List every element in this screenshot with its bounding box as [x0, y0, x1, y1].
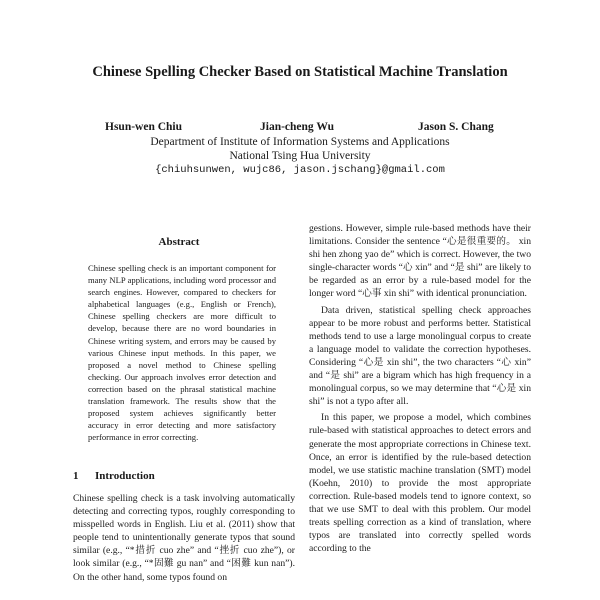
author-2: Jian-cheng Wu — [260, 121, 335, 133]
abstract-text: Chinese spelling check is an important component for many NLP applications, including word processor and search engines. However, compared to checkers for alphabetical languages (e.g., English or French), Chinese spelling checkers are more difficult to develop, because there are no word boundaries in Chinese writing system, and errors may be caused by various Chinese input methods. In this paper, we proposed a novel method to Chinese spelling checking. Our approach involves error detection and correction based on the phrasal statistical machine translation framework. The results show that the proposed system achieves significantly better accuracy in error detecting and more satisfactory performance in error correcting. — [88, 263, 276, 443]
paper-title: Chinese Spelling Checker Based on Statistical Machine Translation — [92, 64, 508, 80]
right-paragraph-3: In this paper, we propose a model, which combines rule-based with statistical approaches to detect errors and generate the most appropriate corrections in Chinese text. Once, an error is identified by the rule-based detection model, we use statistic machine translation (SMT) model (Koehn, 2010) to provide the most appropriate correction. Rule-based models tend to ignore context, so that we use SMT to deal with this problem. Our model treats spelling correction as a kind of translation, where typos are translated into correctly spelled words according to the — [309, 412, 531, 555]
section-1-text: Chinese spelling check is a task involving automatically detecting and correcting typos, roughly corresponding to misspelled words in English. Liu et al. (2011) show that people tend to unintentionally generate typos that sound similar (e.g., “*措折 cuo zhe” and “挫折 cuo zhe”), or look similar (e.g., “*固難 gu nan” and “困難 kun nan”). On the other hand, some typos found on — [73, 493, 295, 583]
affiliation-department: Department of Institute of Information Systems and Applications — [150, 136, 450, 148]
author-1: Hsun-wen Chiu — [105, 121, 183, 133]
section-number: 1 — [73, 470, 79, 482]
affiliation-university: National Tsing Hua University — [229, 150, 371, 162]
author-emails: {chiuhsunwen, wujc86, jason.jschang}@gmail.com — [155, 164, 445, 176]
right-paragraph-1: gestions. However, simple rule-based methods have their limitations. Consider the sentence “心是很重要的。 xin shi hen zhong yao de” which is correct. However, the two single-character words “心 xin” and “是 shi” are likely to be regarded as an error by a rule-based model for the longer word “心事 xin shi” with identical pronunciation. — [309, 223, 531, 300]
right-column — [309, 222, 531, 555]
section-1-heading — [73, 470, 155, 482]
author-3: Jason S. Chang — [418, 121, 494, 133]
section-title: Introduction — [95, 470, 155, 482]
abstract-heading: Abstract — [158, 236, 200, 248]
right-paragraph-2: Data driven, statistical spelling check approaches appear to be more robust and performs better. Statistical methods tend to use a large monolingual corpus to create a language model to validate the correction hypotheses. Considering “心是 xin shi”, the two characters “心 xin” and “是 shi” are a bigram which has high frequency in a monolingual corpus, so we may determine that “心是 xin shi” is not a typo after all. — [309, 304, 531, 408]
